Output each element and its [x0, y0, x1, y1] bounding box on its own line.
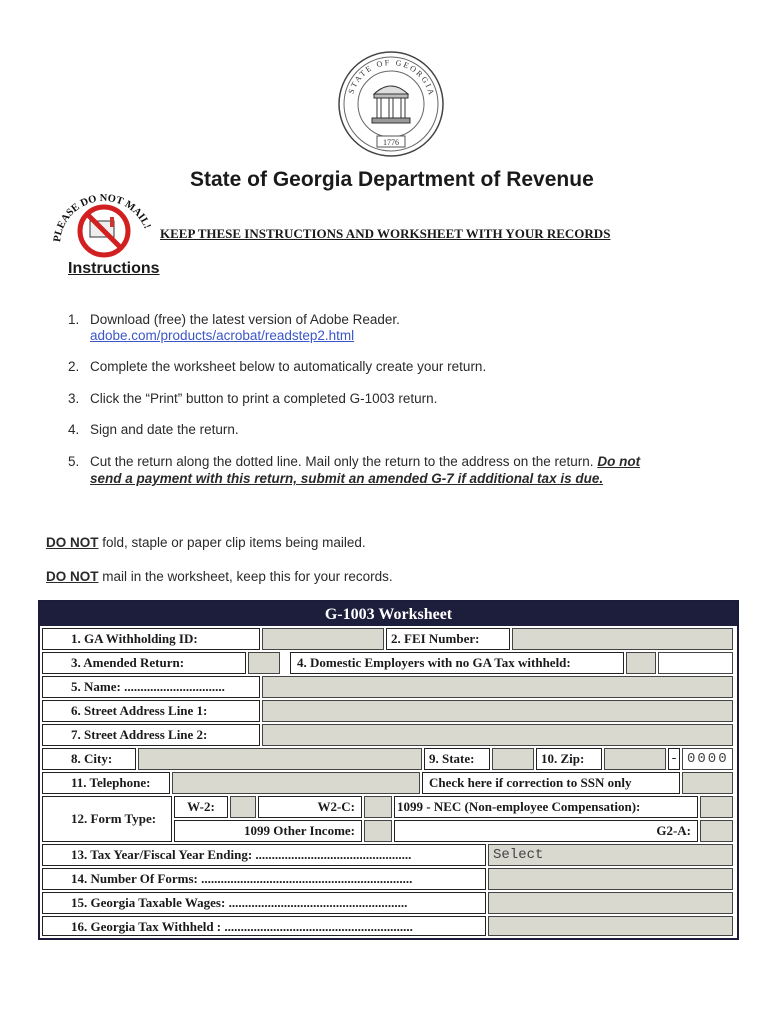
city-label: 8. City: [42, 748, 136, 770]
g2a-checkbox[interactable] [700, 820, 733, 842]
tax-year-label: 13. Tax Year/Fiscal Year Ending: ................................................ [42, 844, 486, 866]
w2-label: W-2: [174, 796, 228, 818]
instruction-item-5-warning: send a payment with this return, submit an amended G-7 if additional tax is due. [90, 471, 604, 486]
stamp-text: PLEASE DO NOT MAIL! [52, 192, 153, 243]
1099-other-income-label: 1099 Other Income: [174, 820, 362, 842]
street-address-1-field[interactable] [262, 700, 733, 722]
instruction-item-5: 5. Cut the return along the dotted line. Mail only the return to the address on the return. Do not [68, 454, 641, 469]
1099-nec-checkbox[interactable] [700, 796, 733, 818]
ssn-correction-checkbox[interactable] [682, 772, 733, 794]
street-address-2-label: 7. Street Address Line 2: [42, 724, 260, 746]
ssn-correction-label: Check here if correction to SSN only [422, 772, 680, 794]
form-type-label: 12. Form Type: [42, 796, 172, 842]
zip-label: 10. Zip: [536, 748, 602, 770]
tax-year-select[interactable]: Select [488, 844, 733, 866]
do-not-mail-stamp-icon [50, 175, 154, 267]
zip-dash: - [668, 748, 680, 770]
fei-number-label: 2. FEI Number: [386, 628, 510, 650]
instructions-heading: Instructions [68, 260, 160, 277]
ga-withholding-id-label: 1. GA Withholding ID: [42, 628, 260, 650]
instruction-item-4: 4. Sign and date the return. [68, 422, 239, 437]
name-field[interactable] [262, 676, 733, 698]
ga-withholding-id-field[interactable] [262, 628, 384, 650]
instruction-item-2: 2. Complete the worksheet below to automatically create your return. [68, 359, 487, 374]
w2c-label: W2-C: [258, 796, 362, 818]
number-of-forms-label: 14. Number Of Forms: ................................................................. [42, 868, 486, 890]
domestic-employers-checkbox[interactable] [626, 652, 656, 674]
zip-field[interactable] [604, 748, 666, 770]
number-of-forms-field[interactable] [488, 868, 733, 890]
1099-nec-label: 1099 - NEC (Non-employee Compensation): [394, 796, 698, 818]
1099-other-income-checkbox[interactable] [364, 820, 392, 842]
state-field[interactable] [492, 748, 534, 770]
georgia-taxable-wages-field[interactable] [488, 892, 733, 914]
seal-ring-text: STATE OF GEORGIA [346, 57, 437, 98]
amended-return-label: 3. Amended Return: [42, 652, 246, 674]
city-field[interactable] [138, 748, 422, 770]
georgia-tax-withheld-field[interactable] [488, 916, 733, 936]
instruction-item-3: 3. Click the “Print” button to print a completed G-1003 return. [68, 391, 438, 406]
g1003-worksheet [38, 600, 739, 940]
seal-year: 1776 [383, 138, 399, 147]
georgia-tax-withheld-label: 16. Georgia Tax Withheld : .......................................................... [42, 916, 486, 936]
georgia-state-seal [334, 50, 448, 158]
amended-return-checkbox[interactable] [248, 652, 280, 674]
worksheet-title: G-1003 Worksheet [40, 602, 737, 626]
telephone-label: 11. Telephone: [42, 772, 170, 794]
w2c-checkbox[interactable] [364, 796, 392, 818]
zip-extension-field[interactable]: 0000 [682, 748, 733, 770]
instruction-item-1: 1. Download (free) the latest version of Adobe Reader. [68, 312, 400, 327]
page-title: State of Georgia Department of Revenue [190, 168, 594, 191]
street-address-1-label: 6. Street Address Line 1: [42, 700, 260, 722]
georgia-taxable-wages-label: 15. Georgia Taxable Wages: ....................................................... [42, 892, 486, 914]
note-do-not-fold: DO NOT fold, staple or paper clip items being mailed. [46, 535, 366, 550]
note-do-not-mail-worksheet: DO NOT mail in the worksheet, keep this for your records. [46, 569, 393, 584]
adobe-reader-link[interactable]: adobe.com/products/acrobat/readstep2.html [90, 328, 355, 343]
name-label: 5. Name: ............................... [42, 676, 260, 698]
domestic-employers-label: 4. Domestic Employers with no GA Tax withheld: [290, 652, 624, 674]
g2a-label: G2-A: [394, 820, 698, 842]
fei-number-field[interactable] [512, 628, 733, 650]
street-address-2-field[interactable] [262, 724, 733, 746]
keep-records-notice: KEEP THESE INSTRUCTIONS AND WORKSHEET WITH YOUR RECORDS [160, 226, 611, 241]
w2-checkbox[interactable] [230, 796, 256, 818]
state-label: 9. State: [424, 748, 490, 770]
telephone-field[interactable] [172, 772, 420, 794]
domestic-employers-extra-field[interactable] [658, 652, 733, 674]
